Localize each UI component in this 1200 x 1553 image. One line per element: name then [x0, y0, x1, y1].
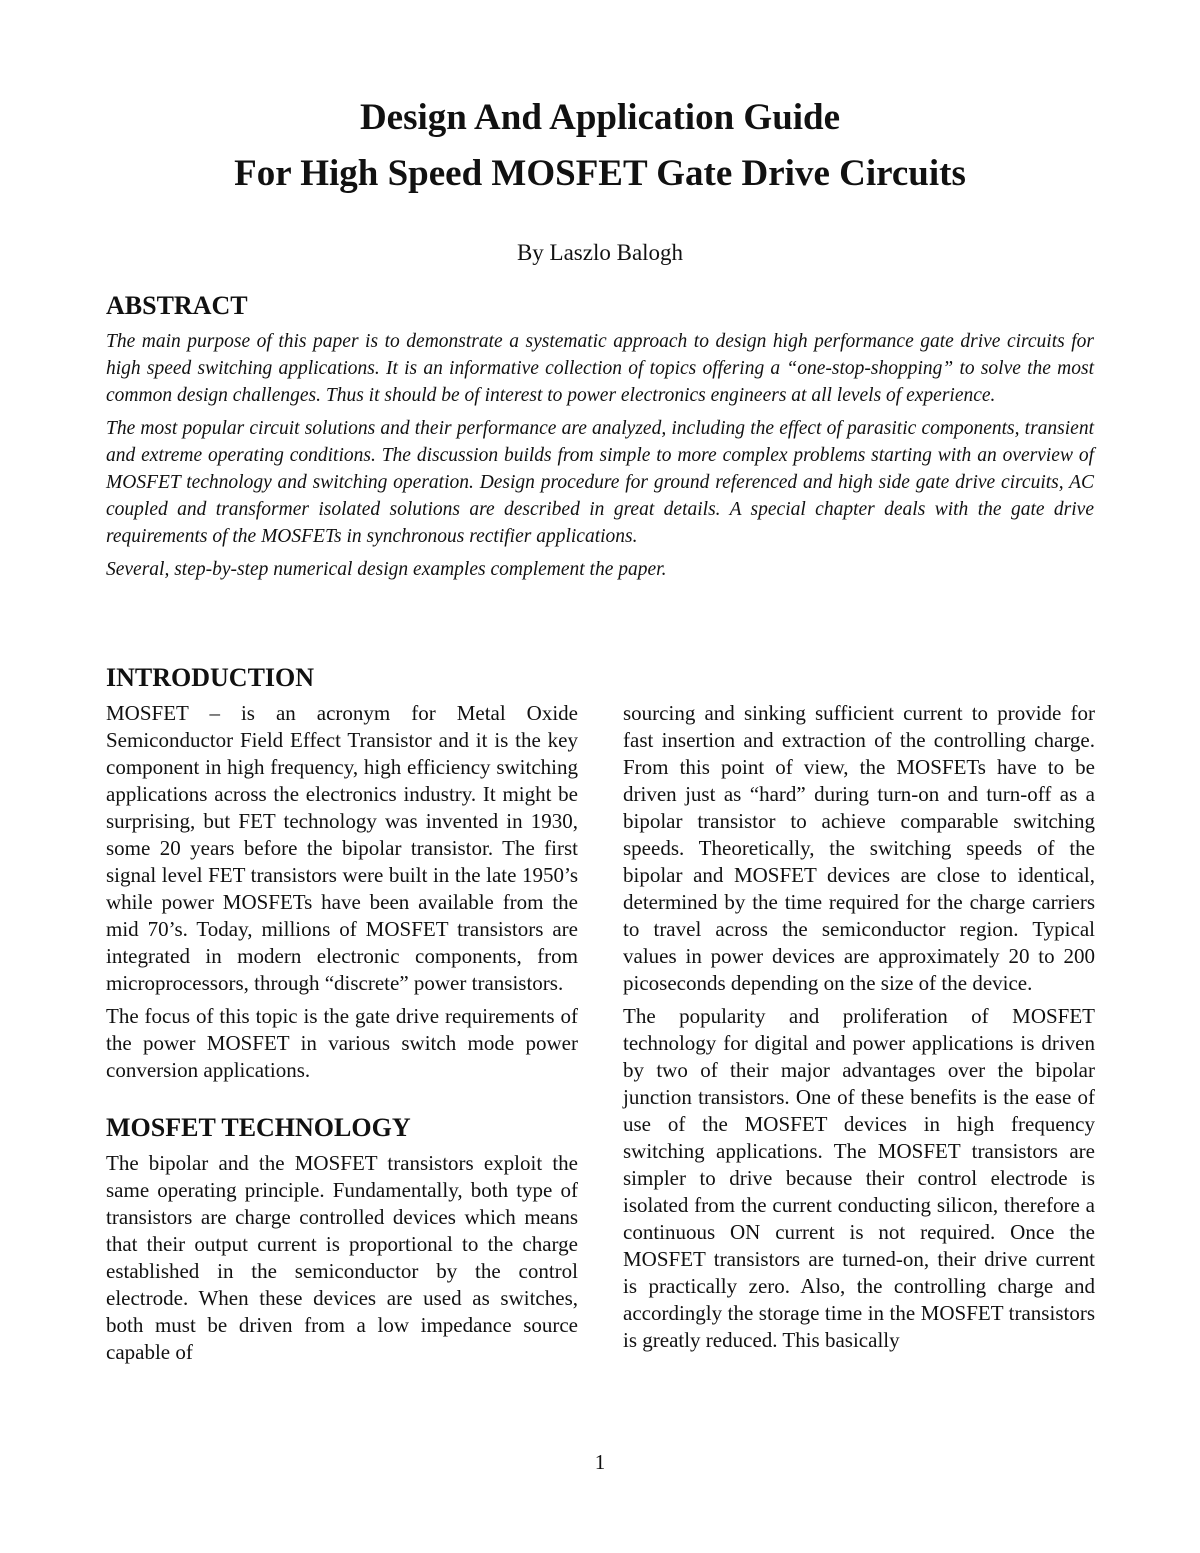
introduction-heading: INTRODUCTION	[106, 663, 315, 692]
right-column	[623, 700, 1095, 1360]
left-column	[106, 662, 578, 1372]
title-line-1: Design And Application Guide	[359, 97, 841, 138]
abstract-paragraph: Several, step-by-step numerical design examples complement the paper.	[106, 559, 667, 580]
mosfet-technology-paragraph: The bipolar and the MOSFET transistors exploit the same operating principle. Fundamentally, both type of transistors are charge controlled devices which means that their output current is proportional to the charge established in the semiconductor by the control electrode. When these devices are used as switches, both must be driven from a low impedance source capable of	[106, 1151, 578, 1364]
mosfet-technology-heading: MOSFET TECHNOLOGY	[106, 1113, 411, 1142]
abstract-body	[106, 328, 1094, 589]
introduction-paragraph: MOSFET – is an acronym for Metal Oxide Semiconductor Field Effect Transistor and it is the key component in high frequency, high efficiency switching applications across the electronics industry. It might be surprising, but FET technology was invented in 1930, some 20 years before the bipolar transistor. The first signal level FET transistors were built in the late 1950’s while power MOSFETs have been available from the mid 70’s. Today, millions of MOSFET transistors are integrated in modern electronic components, from microprocessors, through “discrete” power transistors.	[106, 701, 578, 995]
introduction-paragraph: The focus of this topic is the gate drive requirements of the power MOSFET in various switch mode power conversion applications.	[106, 1004, 578, 1082]
abstract-heading: ABSTRACT	[106, 291, 248, 320]
abstract-paragraph: The most popular circuit solutions and their performance are analyzed, including the effect of parasitic components, transient and extreme operating conditions. The discussion builds from simple to more complex problems starting with an overview of MOSFET technology and switching operation. Design procedure for ground referenced and high side gate drive circuits, AC coupled and transformer isolated solutions are described in great details. A special chapter deals with the gate drive requirements of the MOSFETs in synchronous rectifier applications.	[106, 418, 1094, 547]
abstract-paragraph: The main purpose of this paper is to demonstrate a systematic approach to design high performance gate drive circuits for high speed switching applications. It is an informative collection of topics offering a “one-stop-shopping” to solve the most common design challenges. Thus it should be of interest to power electronics engineers at all levels of experience.	[106, 331, 1094, 406]
title-line-2: For High Speed MOSFET Gate Drive Circuits	[234, 153, 966, 194]
mosfet-technology-paragraph: The popularity and proliferation of MOSFET technology for digital and power applications is driven by two of their major advantages over the bipolar junction transistors. One of these benefits is the ease of use of the MOSFET devices in high frequency switching applications. The MOSFET transistors are simpler to drive because their control electrode is isolated from the current conducting silicon, therefore a continuous ON current is not required. Once the MOSFET transistors are turned-on, their drive current is practically zero. Also, the controlling charge and accordingly the storage time in the MOSFET transistors is greatly reduced. This basically	[623, 1004, 1095, 1352]
mosfet-technology-paragraph: sourcing and sinking sufficient current to provide for fast insertion and extraction of the controlling charge. From this point of view, the MOSFETs have to be driven just as “hard” during turn-on and turn-off as a bipolar transistor to achieve comparable switching speeds. Theoretically, the switching speeds of the bipolar and MOSFET devices are close to identical, determined by the time required for the charge carriers to travel across the semiconductor region. Typical values in power devices are approximately 20 to 200 picoseconds depending on the size of the device.	[623, 701, 1095, 995]
author: By Laszlo Balogh	[516, 240, 684, 265]
page-number: 1	[594, 1450, 606, 1474]
